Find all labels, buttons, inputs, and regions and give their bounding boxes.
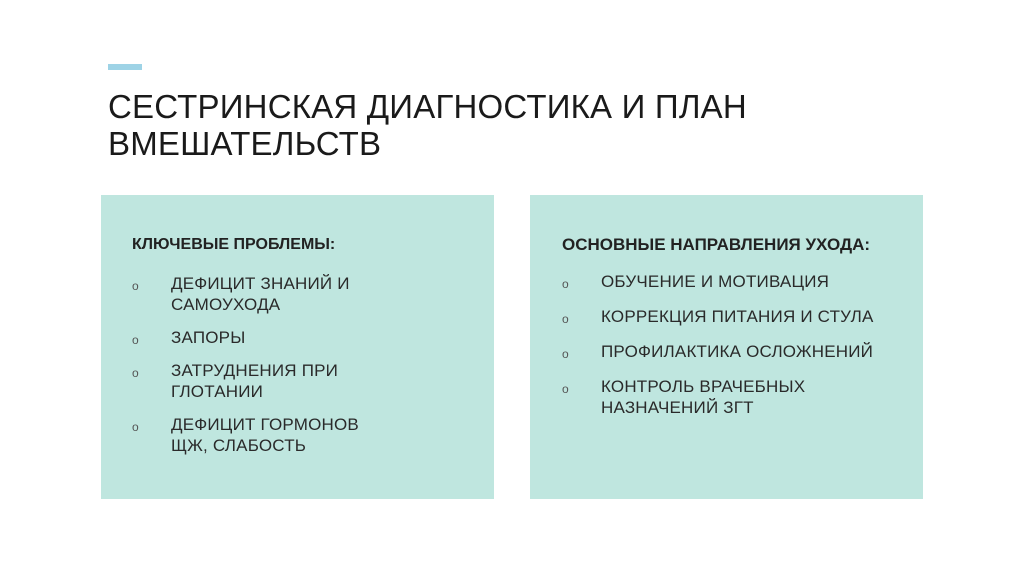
- care-directions-panel: [530, 195, 923, 499]
- bullet-icon: o: [562, 277, 569, 291]
- title-accent-bar: [108, 64, 142, 70]
- bullet-icon: o: [132, 366, 139, 380]
- care-directions-list: [562, 271, 923, 418]
- list-item: [562, 271, 923, 292]
- list-item-text: КОРРЕКЦИЯ ПИТАНИЯ И СТУЛА: [601, 307, 874, 326]
- list-item: [132, 414, 494, 456]
- bullet-icon: o: [562, 312, 569, 326]
- slide-title: СЕСТРИНСКАЯ ДИАГНОСТИКА И ПЛАН ВМЕШАТЕЛЬСТВ: [108, 88, 747, 162]
- key-problems-heading: КЛЮЧЕВЫЕ ПРОБЛЕМЫ:: [132, 236, 336, 253]
- list-item: [562, 306, 923, 327]
- key-problems-list: [132, 273, 494, 456]
- list-item-text: ДЕФИЦИТ ГОРМОНОВ ЩЖ, СЛАБОСТЬ: [171, 415, 359, 455]
- list-item: [132, 273, 494, 315]
- list-item: [132, 327, 494, 348]
- bullet-icon: o: [562, 382, 569, 396]
- bullet-icon: o: [132, 333, 139, 347]
- bullet-icon: o: [562, 347, 569, 361]
- list-item: [132, 360, 494, 402]
- list-item: [562, 341, 923, 362]
- bullet-icon: o: [132, 279, 139, 293]
- list-item-text: ОБУЧЕНИЕ И МОТИВАЦИЯ: [601, 272, 830, 291]
- key-problems-panel: [101, 195, 494, 499]
- list-item-text: ЗАПОРЫ: [171, 328, 246, 347]
- list-item: [562, 376, 923, 418]
- bullet-icon: o: [132, 420, 139, 434]
- list-item-text: ПРОФИЛАКТИКА ОСЛОЖНЕНИЙ: [601, 342, 874, 361]
- list-item-text: ДЕФИЦИТ ЗНАНИЙ И САМОУХОДА: [171, 274, 350, 314]
- care-directions-heading: ОСНОВНЫЕ НАПРАВЛЕНИЯ УХОДА:: [562, 235, 871, 254]
- list-item-text: ЗАТРУДНЕНИЯ ПРИ ГЛОТАНИИ: [171, 361, 339, 401]
- list-item-text: КОНТРОЛЬ ВРАЧЕБНЫХ НАЗНАЧЕНИЙ ЗГТ: [601, 377, 806, 417]
